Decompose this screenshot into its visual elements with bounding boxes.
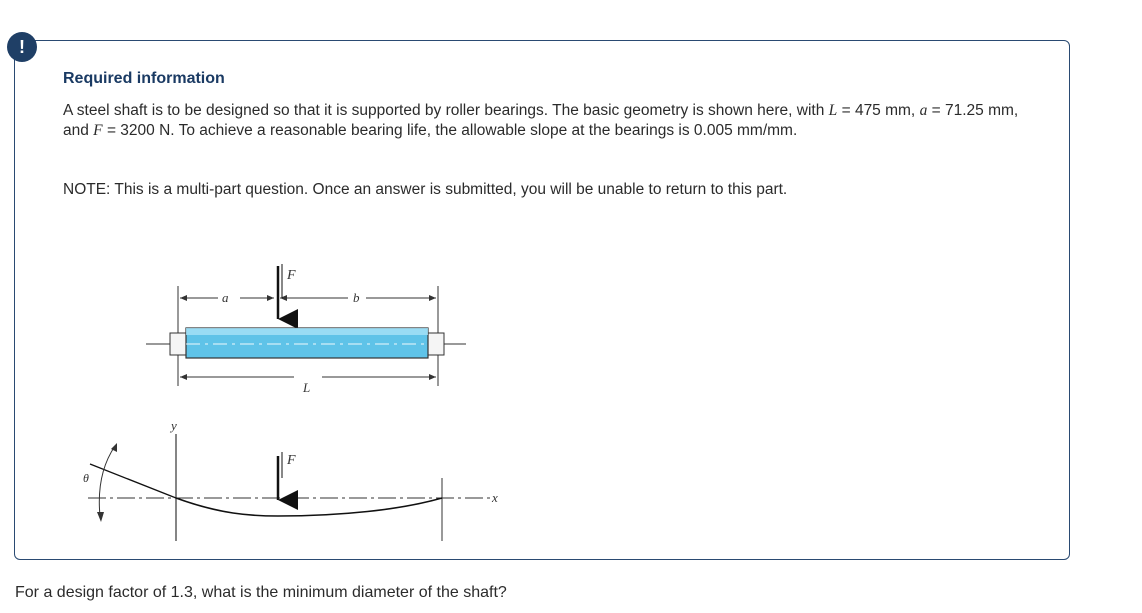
- info-paragraph: [63, 101, 1043, 141]
- deflection-view: [83, 418, 498, 541]
- info-text-part: = 3200 N. To achieve a reasonable bearing life, the allowable slope at the bearings is 0.005 mm/mm.: [102, 122, 798, 139]
- info-text-part: A steel shaft is to be designed so that it is supported by roller bearings. The basic geometry is shown here, with: [63, 102, 829, 119]
- question-text: For a design factor of 1.3, what is the minimum diameter of the shaft?: [15, 584, 507, 601]
- label-x: x: [492, 490, 498, 505]
- info-text-part: = 71.25 mm, and: [63, 102, 1019, 139]
- label-a: a: [222, 290, 229, 305]
- alert-icon: !: [7, 32, 37, 62]
- var-a: a: [919, 102, 928, 119]
- label-L: L: [303, 380, 311, 395]
- label-theta: θ: [83, 471, 89, 485]
- info-text-part: = 475 mm,: [837, 102, 920, 119]
- info-title: Required information: [63, 70, 225, 87]
- label-y: y: [171, 418, 177, 433]
- label-b: b: [353, 290, 360, 305]
- shaft-top-view: [146, 264, 466, 395]
- label-F-top: F: [287, 268, 296, 283]
- label-F-bottom: F: [287, 453, 296, 468]
- required-info-panel: [14, 40, 1070, 560]
- note-text: NOTE: This is a multi-part question. Once an answer is submitted, you will be unable to return to this part.: [63, 181, 788, 198]
- var-L: L: [828, 102, 838, 119]
- shaft-diagram: [70, 216, 498, 506]
- var-F: F: [93, 122, 103, 139]
